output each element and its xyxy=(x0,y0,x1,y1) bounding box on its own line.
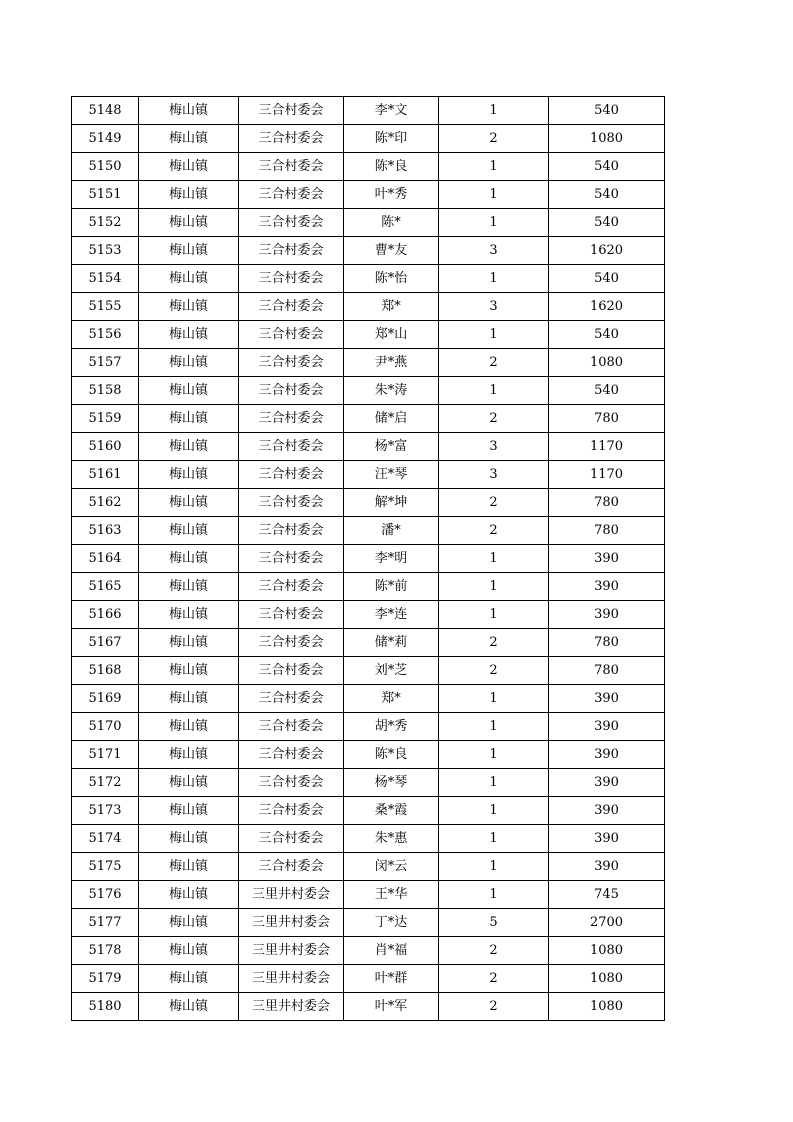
table-row xyxy=(72,181,665,209)
name-cell: 潘* xyxy=(344,517,439,545)
household-count-cell: 1 xyxy=(439,265,549,293)
amount-cell: 1170 xyxy=(549,461,665,489)
village-committee-cell: 三里井村委会 xyxy=(239,965,344,993)
serial-number-cell: 5163 xyxy=(72,517,139,545)
table-row xyxy=(72,685,665,713)
amount-cell: 1620 xyxy=(549,237,665,265)
household-count-cell: 3 xyxy=(439,433,549,461)
name-cell: 桑*霞 xyxy=(344,797,439,825)
village-committee-cell: 三里井村委会 xyxy=(239,937,344,965)
village-committee-cell: 三合村委会 xyxy=(239,125,344,153)
household-count-cell: 1 xyxy=(439,321,549,349)
town-cell: 梅山镇 xyxy=(139,293,239,321)
town-cell: 梅山镇 xyxy=(139,489,239,517)
name-cell: 杨*富 xyxy=(344,433,439,461)
amount-cell: 540 xyxy=(549,321,665,349)
household-count-cell: 2 xyxy=(439,965,549,993)
table-row xyxy=(72,377,665,405)
serial-number-cell: 5167 xyxy=(72,629,139,657)
table-row xyxy=(72,601,665,629)
town-cell: 梅山镇 xyxy=(139,741,239,769)
village-committee-cell: 三合村委会 xyxy=(239,713,344,741)
town-cell: 梅山镇 xyxy=(139,909,239,937)
serial-number-cell: 5168 xyxy=(72,657,139,685)
name-cell: 解*坤 xyxy=(344,489,439,517)
name-cell: 陈*印 xyxy=(344,125,439,153)
household-count-cell: 1 xyxy=(439,545,549,573)
town-cell: 梅山镇 xyxy=(139,685,239,713)
village-committee-cell: 三合村委会 xyxy=(239,405,344,433)
household-count-cell: 2 xyxy=(439,405,549,433)
table-row xyxy=(72,321,665,349)
village-committee-cell: 三合村委会 xyxy=(239,433,344,461)
serial-number-cell: 5173 xyxy=(72,797,139,825)
town-cell: 梅山镇 xyxy=(139,573,239,601)
table-row xyxy=(72,629,665,657)
table-row xyxy=(72,993,665,1021)
town-cell: 梅山镇 xyxy=(139,545,239,573)
table-row xyxy=(72,349,665,377)
amount-cell: 390 xyxy=(549,825,665,853)
serial-number-cell: 5152 xyxy=(72,209,139,237)
name-cell: 汪*琴 xyxy=(344,461,439,489)
name-cell: 李*文 xyxy=(344,97,439,125)
name-cell: 郑* xyxy=(344,293,439,321)
village-committee-cell: 三合村委会 xyxy=(239,209,344,237)
household-count-cell: 1 xyxy=(439,97,549,125)
serial-number-cell: 5164 xyxy=(72,545,139,573)
town-cell: 梅山镇 xyxy=(139,713,239,741)
village-committee-cell: 三合村委会 xyxy=(239,181,344,209)
village-committee-cell: 三合村委会 xyxy=(239,741,344,769)
table-row xyxy=(72,461,665,489)
village-committee-cell: 三里井村委会 xyxy=(239,909,344,937)
name-cell: 杨*琴 xyxy=(344,769,439,797)
name-cell: 朱*惠 xyxy=(344,825,439,853)
serial-number-cell: 5162 xyxy=(72,489,139,517)
name-cell: 陈*怡 xyxy=(344,265,439,293)
amount-cell: 1080 xyxy=(549,349,665,377)
name-cell: 丁*达 xyxy=(344,909,439,937)
household-count-cell: 1 xyxy=(439,573,549,601)
town-cell: 梅山镇 xyxy=(139,153,239,181)
village-committee-cell: 三合村委会 xyxy=(239,825,344,853)
name-cell: 李*连 xyxy=(344,601,439,629)
town-cell: 梅山镇 xyxy=(139,181,239,209)
table-row xyxy=(72,713,665,741)
amount-cell: 1080 xyxy=(549,125,665,153)
table-row xyxy=(72,853,665,881)
amount-cell: 780 xyxy=(549,405,665,433)
serial-number-cell: 5169 xyxy=(72,685,139,713)
household-count-cell: 1 xyxy=(439,741,549,769)
name-cell: 李*明 xyxy=(344,545,439,573)
amount-cell: 390 xyxy=(549,601,665,629)
village-committee-cell: 三合村委会 xyxy=(239,97,344,125)
table-row xyxy=(72,545,665,573)
name-cell: 郑*山 xyxy=(344,321,439,349)
table-row xyxy=(72,153,665,181)
serial-number-cell: 5175 xyxy=(72,853,139,881)
amount-cell: 390 xyxy=(549,685,665,713)
town-cell: 梅山镇 xyxy=(139,209,239,237)
amount-cell: 390 xyxy=(549,769,665,797)
household-count-cell: 1 xyxy=(439,181,549,209)
amount-cell: 540 xyxy=(549,181,665,209)
table-row xyxy=(72,909,665,937)
amount-cell: 540 xyxy=(549,265,665,293)
village-committee-cell: 三合村委会 xyxy=(239,153,344,181)
village-committee-cell: 三合村委会 xyxy=(239,769,344,797)
amount-cell: 780 xyxy=(549,517,665,545)
town-cell: 梅山镇 xyxy=(139,601,239,629)
town-cell: 梅山镇 xyxy=(139,405,239,433)
name-cell: 叶*群 xyxy=(344,965,439,993)
household-count-cell: 1 xyxy=(439,881,549,909)
name-cell: 叶*军 xyxy=(344,993,439,1021)
town-cell: 梅山镇 xyxy=(139,433,239,461)
town-cell: 梅山镇 xyxy=(139,237,239,265)
household-count-cell: 2 xyxy=(439,125,549,153)
household-count-cell: 3 xyxy=(439,237,549,265)
village-committee-cell: 三里井村委会 xyxy=(239,993,344,1021)
name-cell: 陈*前 xyxy=(344,573,439,601)
amount-cell: 1620 xyxy=(549,293,665,321)
serial-number-cell: 5161 xyxy=(72,461,139,489)
table-row xyxy=(72,265,665,293)
name-cell: 刘*芝 xyxy=(344,657,439,685)
household-count-cell: 1 xyxy=(439,769,549,797)
name-cell: 闵*云 xyxy=(344,853,439,881)
serial-number-cell: 5170 xyxy=(72,713,139,741)
name-cell: 陈*良 xyxy=(344,153,439,181)
amount-cell: 1080 xyxy=(549,937,665,965)
serial-number-cell: 5180 xyxy=(72,993,139,1021)
household-count-cell: 1 xyxy=(439,601,549,629)
table-row xyxy=(72,97,665,125)
amount-cell: 780 xyxy=(549,657,665,685)
serial-number-cell: 5154 xyxy=(72,265,139,293)
name-cell: 朱*涛 xyxy=(344,377,439,405)
table-row xyxy=(72,657,665,685)
table-row xyxy=(72,881,665,909)
serial-number-cell: 5178 xyxy=(72,937,139,965)
town-cell: 梅山镇 xyxy=(139,461,239,489)
village-committee-cell: 三合村委会 xyxy=(239,489,344,517)
table-row xyxy=(72,209,665,237)
town-cell: 梅山镇 xyxy=(139,517,239,545)
table-row xyxy=(72,825,665,853)
household-count-cell: 3 xyxy=(439,293,549,321)
table-row xyxy=(72,965,665,993)
amount-cell: 540 xyxy=(549,153,665,181)
town-cell: 梅山镇 xyxy=(139,321,239,349)
serial-number-cell: 5155 xyxy=(72,293,139,321)
household-count-cell: 2 xyxy=(439,629,549,657)
amount-cell: 390 xyxy=(549,713,665,741)
town-cell: 梅山镇 xyxy=(139,937,239,965)
household-count-cell: 2 xyxy=(439,937,549,965)
name-cell: 储*启 xyxy=(344,405,439,433)
table-body xyxy=(72,97,665,1021)
amount-cell: 540 xyxy=(549,209,665,237)
table-row xyxy=(72,405,665,433)
amount-cell: 780 xyxy=(549,489,665,517)
household-count-cell: 1 xyxy=(439,853,549,881)
serial-number-cell: 5148 xyxy=(72,97,139,125)
name-cell: 曹*友 xyxy=(344,237,439,265)
serial-number-cell: 5177 xyxy=(72,909,139,937)
household-count-cell: 5 xyxy=(439,909,549,937)
village-committee-cell: 三里井村委会 xyxy=(239,881,344,909)
amount-cell: 1080 xyxy=(549,993,665,1021)
village-committee-cell: 三合村委会 xyxy=(239,517,344,545)
amount-cell: 390 xyxy=(549,853,665,881)
amount-cell: 540 xyxy=(549,97,665,125)
table-row xyxy=(72,489,665,517)
name-cell: 陈*良 xyxy=(344,741,439,769)
serial-number-cell: 5174 xyxy=(72,825,139,853)
town-cell: 梅山镇 xyxy=(139,629,239,657)
village-committee-cell: 三合村委会 xyxy=(239,349,344,377)
serial-number-cell: 5179 xyxy=(72,965,139,993)
amount-cell: 390 xyxy=(549,545,665,573)
household-count-cell: 2 xyxy=(439,657,549,685)
table-row xyxy=(72,797,665,825)
table-row xyxy=(72,937,665,965)
name-cell: 叶*秀 xyxy=(344,181,439,209)
amount-cell: 780 xyxy=(549,629,665,657)
village-committee-cell: 三合村委会 xyxy=(239,545,344,573)
name-cell: 尹*燕 xyxy=(344,349,439,377)
household-count-cell: 3 xyxy=(439,461,549,489)
town-cell: 梅山镇 xyxy=(139,265,239,293)
amount-cell: 540 xyxy=(549,377,665,405)
table-row xyxy=(72,741,665,769)
records-table xyxy=(71,96,665,1021)
town-cell: 梅山镇 xyxy=(139,965,239,993)
serial-number-cell: 5160 xyxy=(72,433,139,461)
village-committee-cell: 三合村委会 xyxy=(239,657,344,685)
name-cell: 郑* xyxy=(344,685,439,713)
name-cell: 王*华 xyxy=(344,881,439,909)
table-row xyxy=(72,433,665,461)
amount-cell: 745 xyxy=(549,881,665,909)
household-count-cell: 2 xyxy=(439,349,549,377)
town-cell: 梅山镇 xyxy=(139,377,239,405)
village-committee-cell: 三合村委会 xyxy=(239,629,344,657)
village-committee-cell: 三合村委会 xyxy=(239,853,344,881)
serial-number-cell: 5166 xyxy=(72,601,139,629)
serial-number-cell: 5149 xyxy=(72,125,139,153)
town-cell: 梅山镇 xyxy=(139,853,239,881)
serial-number-cell: 5153 xyxy=(72,237,139,265)
serial-number-cell: 5172 xyxy=(72,769,139,797)
household-count-cell: 1 xyxy=(439,713,549,741)
household-count-cell: 1 xyxy=(439,209,549,237)
town-cell: 梅山镇 xyxy=(139,993,239,1021)
name-cell: 胡*秀 xyxy=(344,713,439,741)
serial-number-cell: 5165 xyxy=(72,573,139,601)
household-count-cell: 1 xyxy=(439,825,549,853)
household-count-cell: 1 xyxy=(439,377,549,405)
amount-cell: 2700 xyxy=(549,909,665,937)
town-cell: 梅山镇 xyxy=(139,657,239,685)
town-cell: 梅山镇 xyxy=(139,769,239,797)
town-cell: 梅山镇 xyxy=(139,125,239,153)
name-cell: 陈* xyxy=(344,209,439,237)
household-count-cell: 1 xyxy=(439,797,549,825)
village-committee-cell: 三合村委会 xyxy=(239,321,344,349)
town-cell: 梅山镇 xyxy=(139,349,239,377)
household-count-cell: 2 xyxy=(439,489,549,517)
serial-number-cell: 5150 xyxy=(72,153,139,181)
amount-cell: 1170 xyxy=(549,433,665,461)
town-cell: 梅山镇 xyxy=(139,797,239,825)
serial-number-cell: 5157 xyxy=(72,349,139,377)
table-row xyxy=(72,769,665,797)
table-row xyxy=(72,573,665,601)
town-cell: 梅山镇 xyxy=(139,825,239,853)
village-committee-cell: 三合村委会 xyxy=(239,573,344,601)
serial-number-cell: 5158 xyxy=(72,377,139,405)
amount-cell: 390 xyxy=(549,573,665,601)
table-row xyxy=(72,125,665,153)
village-committee-cell: 三合村委会 xyxy=(239,685,344,713)
name-cell: 储*莉 xyxy=(344,629,439,657)
village-committee-cell: 三合村委会 xyxy=(239,237,344,265)
village-committee-cell: 三合村委会 xyxy=(239,377,344,405)
serial-number-cell: 5176 xyxy=(72,881,139,909)
household-count-cell: 1 xyxy=(439,685,549,713)
household-count-cell: 2 xyxy=(439,517,549,545)
name-cell: 肖*福 xyxy=(344,937,439,965)
amount-cell: 390 xyxy=(549,741,665,769)
village-committee-cell: 三合村委会 xyxy=(239,461,344,489)
amount-cell: 390 xyxy=(549,797,665,825)
serial-number-cell: 5159 xyxy=(72,405,139,433)
serial-number-cell: 5156 xyxy=(72,321,139,349)
table-row xyxy=(72,517,665,545)
town-cell: 梅山镇 xyxy=(139,97,239,125)
serial-number-cell: 5171 xyxy=(72,741,139,769)
table-row xyxy=(72,293,665,321)
household-count-cell: 1 xyxy=(439,153,549,181)
village-committee-cell: 三合村委会 xyxy=(239,293,344,321)
village-committee-cell: 三合村委会 xyxy=(239,797,344,825)
serial-number-cell: 5151 xyxy=(72,181,139,209)
household-count-cell: 2 xyxy=(439,993,549,1021)
village-committee-cell: 三合村委会 xyxy=(239,601,344,629)
table-row xyxy=(72,237,665,265)
town-cell: 梅山镇 xyxy=(139,881,239,909)
amount-cell: 1080 xyxy=(549,965,665,993)
village-committee-cell: 三合村委会 xyxy=(239,265,344,293)
